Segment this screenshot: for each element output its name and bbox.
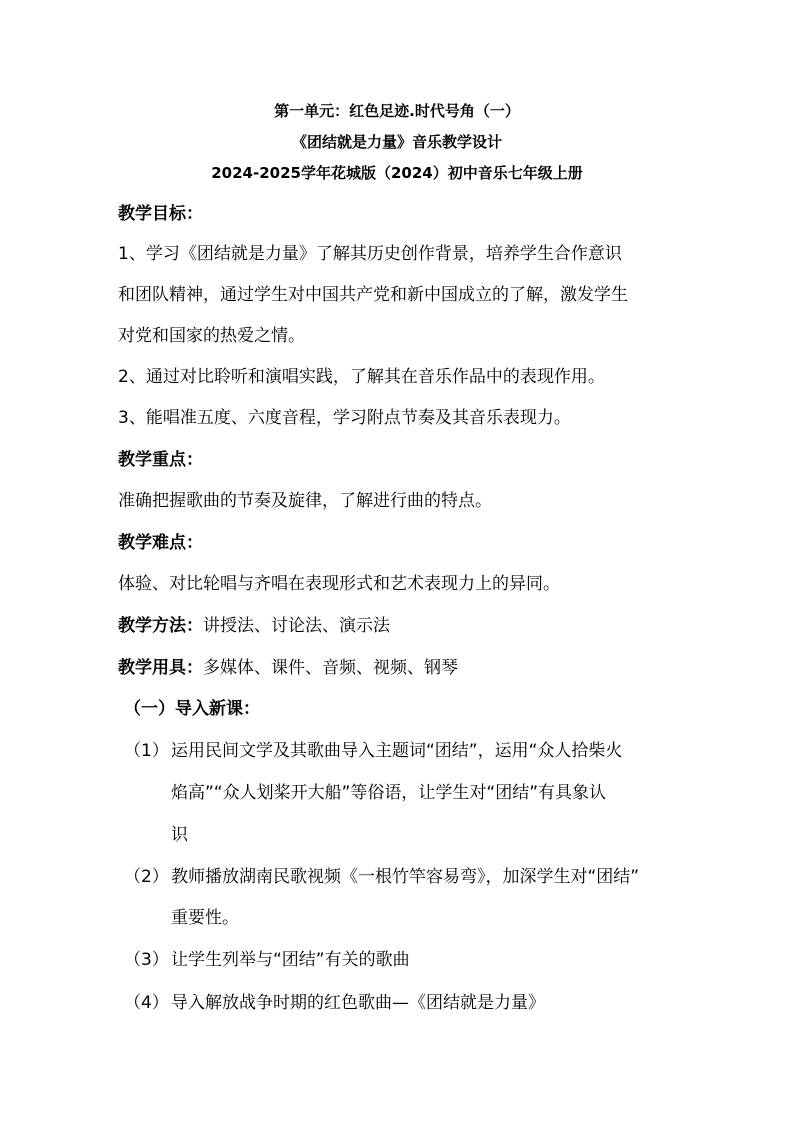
- item-3-number: （3）: [124, 950, 169, 970]
- methods-text: 讲授法、讨论法、演示法: [203, 616, 390, 636]
- item-1-line-2: 焰高”“众人划桨开大船”等俗语，让学生对“团结”有具象认: [171, 783, 607, 803]
- objective-1-line-2: 和团队精神，通过学生对中国共产党和新中国成立的了解，激发学生: [118, 285, 628, 305]
- objectives-heading: 教学目标：: [118, 204, 203, 224]
- item-2-number: （2）: [124, 867, 169, 887]
- objective-1-line-1: 1、学习《团结就是力量》了解其历史创作背景，培养学生合作意识: [118, 244, 622, 264]
- item-1-line-1: 运用民间文学及其歌曲导入主题词“团结”，运用“众人拾柴火: [171, 741, 623, 761]
- course-title: 2024-2025学年花城版（2024）初中音乐七年级上册: [211, 164, 583, 182]
- lesson-title: 《团结就是力量》音乐教学设计: [291, 133, 502, 151]
- item-3-line-1: 让学生列举与“团结”有关的歌曲: [171, 950, 410, 970]
- item-2-line-2: 重要性。: [171, 908, 239, 928]
- item-1-line-3: 识: [171, 825, 188, 845]
- objective-1-line-3: 对党和国家的热爱之情。: [118, 326, 305, 346]
- item-1-number: （1）: [124, 741, 169, 761]
- section-1-heading: （一）导入新课：: [124, 699, 260, 719]
- tools-label: 教学用具：: [118, 658, 203, 678]
- tools-text: 多媒体、课件、音频、视频、钢琴: [203, 658, 458, 678]
- key-points-heading: 教学重点：: [118, 450, 203, 470]
- unit-title: 第一单元：红色足迹.时代号角（一）: [274, 102, 520, 120]
- key-points-text: 准确把握歌曲的节奏及旋律，了解进行曲的特点。: [118, 491, 492, 511]
- difficulties-heading: 教学难点：: [118, 533, 203, 553]
- objective-2: 2、通过对比聆听和演唱实践，了解其在音乐作品中的表现作用。: [118, 367, 605, 387]
- item-4-number: （4）: [124, 993, 169, 1013]
- tools-row: [118, 657, 458, 679]
- item-4-line-1: 导入解放战争时期的红色歌曲—《团结就是力量》: [171, 993, 545, 1013]
- objective-3: 3、能唱准五度、六度音程，学习附点节奏及其音乐表现力。: [118, 408, 571, 428]
- difficulties-text: 体验、对比轮唱与齐唱在表现形式和艺术表现力上的异同。: [118, 574, 560, 594]
- methods-label: 教学方法：: [118, 616, 203, 636]
- item-2-line-1: 教师播放湖南民歌视频《一根竹竿容易弯》，加深学生对“团结”: [171, 867, 640, 887]
- methods-row: [118, 615, 390, 637]
